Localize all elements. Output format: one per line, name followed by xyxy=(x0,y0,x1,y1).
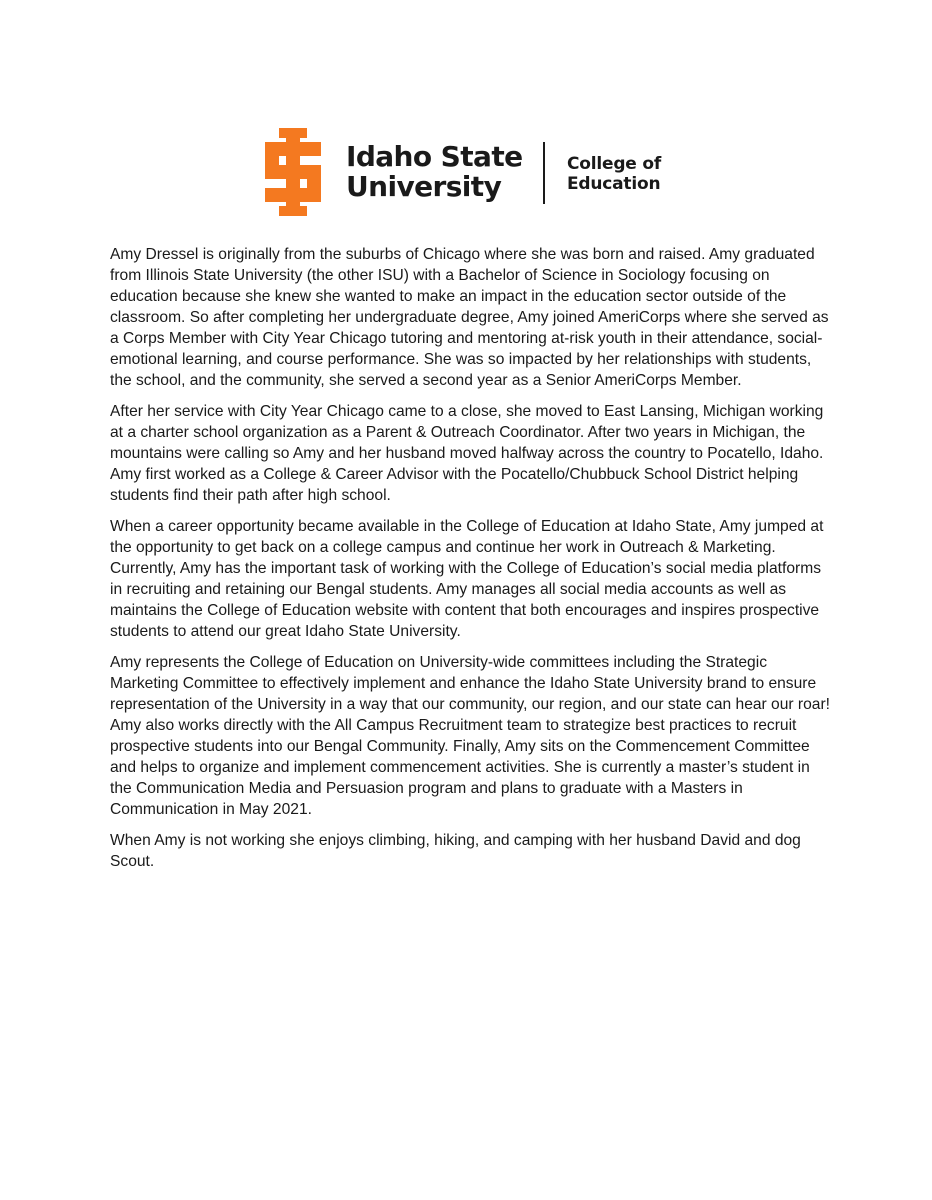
college-name-line2: Education xyxy=(567,174,661,194)
biography-body xyxy=(110,244,830,882)
isu-logo-icon xyxy=(262,128,324,216)
paragraph-3: When a career opportunity became available in the College of Education at Idaho State, Amy jumped at the opportunity to get back on a college campus and continue her work in Outreach & Marketing. Currently, Amy has the important task of working with the College of Education’s social media platforms in recruiting and retaining our Bengal students. Amy manages all social media accounts as well as maintains the College of Education website with content that both encourages and inspires prospective students to attend our great Idaho State University. xyxy=(110,518,824,640)
paragraph-5: When Amy is not working she enjoys climbing, hiking, and camping with her husband David and dog Scout. xyxy=(110,832,801,870)
letterhead xyxy=(262,128,682,220)
paragraph-1: Amy Dressel is originally from the suburbs of Chicago where she was born and raised. Amy graduated from Illinois State University (the other ISU) with a Bachelor of Science in Sociology focusing on education because she knew she wanted to make an impact in the education sector outside of the classroom. So after completing her undergraduate degree, Amy joined AmeriCorps where she served as a Corps Member with City Year Chicago tutoring and mentoring at-risk youth in their attendance, social-emotional learning, and course performance. She was so impacted by her relationships with students, the school, and the community, she served a second year as a Senior AmeriCorps Member. xyxy=(110,246,829,389)
college-name xyxy=(567,154,661,194)
university-name-line1: Idaho State xyxy=(346,140,523,173)
header-divider xyxy=(543,142,545,204)
university-name-line2: University xyxy=(346,170,502,203)
paragraph-4: Amy represents the College of Education on University-wide committees including the Strategic Marketing Committee to effectively implement and enhance the Idaho State University brand to ensure representation of the University in a way that our community, our region, and our state can hear our roar! Amy also works directly with the All Campus Recruitment team to strategize best practices to recruit prospective students into our Bengal Community. Finally, Amy sits on the Commencement Committee and helps to organize and implement commencement activities. She is currently a master’s student in the Communication Media and Persuasion program and plans to graduate with a Masters in Communication in May 2021. xyxy=(110,654,830,818)
paragraph-2: After her service with City Year Chicago came to a close, she moved to East Lansing, Michigan working at a charter school organization as a Parent & Outreach Coordinator. After two years in Michigan, the mountains were calling so Amy and her husband moved halfway across the country to Pocatello, Idaho. Amy first worked as a College & Career Advisor with the Pocatello/Chubbuck School District helping students find their path after high school. xyxy=(110,403,824,504)
university-wordmark xyxy=(346,142,523,202)
college-name-line1: College of xyxy=(567,154,662,174)
